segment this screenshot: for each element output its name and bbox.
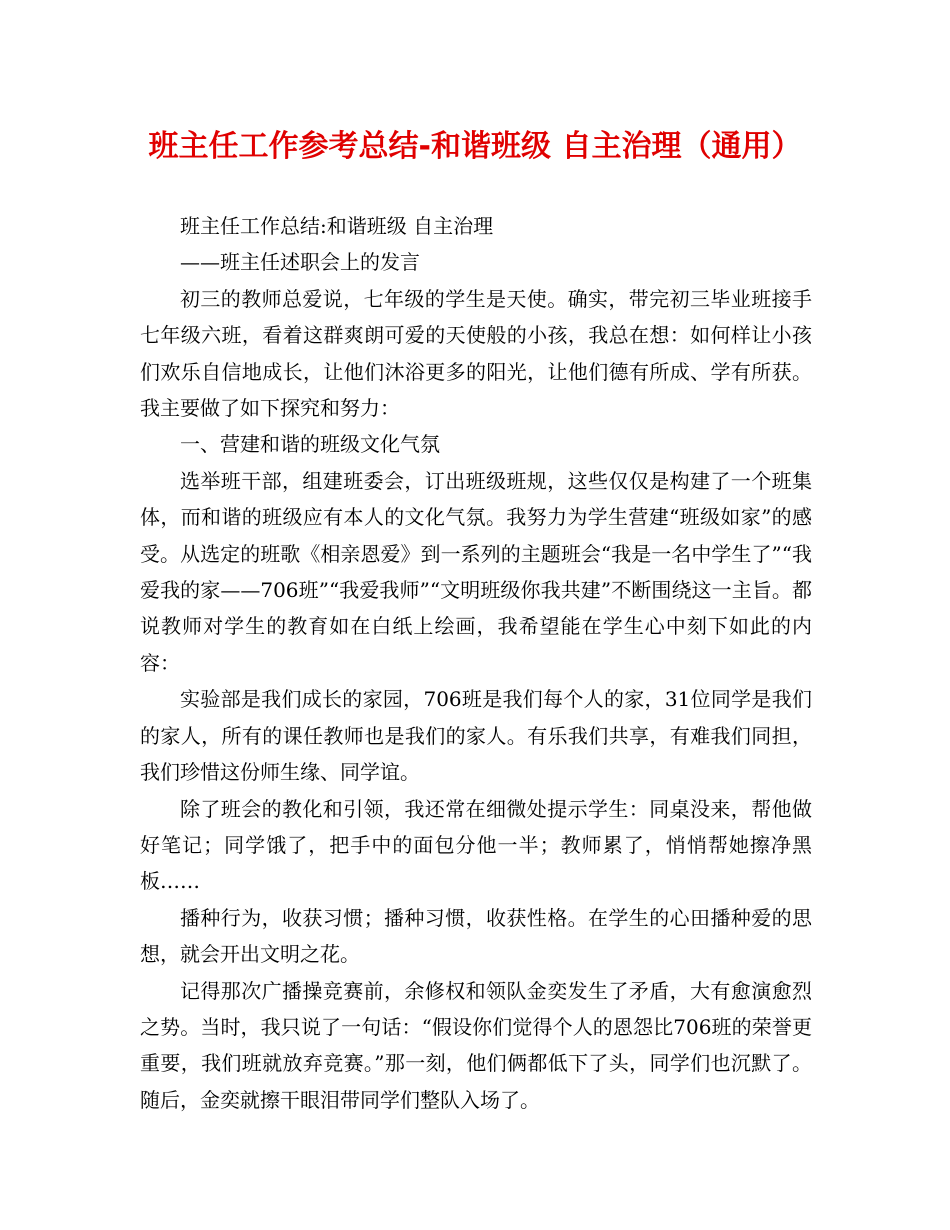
speech-note-paragraph: ——班主任述职会上的发言 [180,250,420,275]
subtitle-paragraph: 班主任工作总结:和谐班级 自主治理 [180,214,494,238]
body-paragraph: 实验部是我们成长的家园，706班是我们每个人的家，31位同学是我们的家人，所有的课任教师也是我们的家人。有乐我们共享，有难我们同担，我们珍惜这份师生缘、同学谊。 [140,687,812,785]
document-title: 班主任工作参考总结-和谐班级 自主治理（通用） [148,129,802,164]
body-paragraph: 播种行为，收获习惯；播种习惯，收获性格。在学生的心田播种爱的思想，就会开出文明之花。 [140,905,812,967]
body-paragraph: 除了班会的教化和引领，我还常在细微处提示学生：同桌没来，帮他做好笔记；同学饿了，把手中的面包分他一半；教师累了，悄悄帮她擦净黑板…… [140,796,812,894]
body-paragraph: 记得那次广播操竞赛前，余修权和领队金奕发生了矛盾，大有愈演愈烈之势。当时，我只说了一句话：“假设你们觉得个人的恩怨比706班的荣誉更重要，我们班就放弃竞赛。”那一刻，他们俩都低下了头，同学们也沉默了。随后，金奕就擦干眼泪带同学们整队入场了。 [140,978,812,1112]
body-paragraph: 初三的教师总爱说，七年级的学生是天使。确实，带完初三毕业班接手七年级六班，看着这群爽朗可爱的天使般的小孩，我总在想：如何样让小孩们欢乐自信地成长，让他们沐浴更多的阳光，让他们德有所成、学有所获。我主要做了如下探究和努力： [140,286,812,421]
document-body [140,208,812,1118]
body-paragraph: 选举班干部，组建班委会，订出班级班规，这些仅仅是构建了一个班集体，而和谐的班级应有本人的文化气氛。我努力为学生营建“班级如家”的感受。从选定的班歌《相亲恩爱》到一系列的主题班会“我是一名中学生了”“我爱我的家——706班”“我爱我师”“文明班级你我共建”不断围绕这一主旨。都说教师对学生的教育如在白纸上绘画，我希望能在学生心中刻下如此的内容： [140,468,812,675]
section-heading: 一、营建和谐的班级文化气氛 [180,432,440,457]
